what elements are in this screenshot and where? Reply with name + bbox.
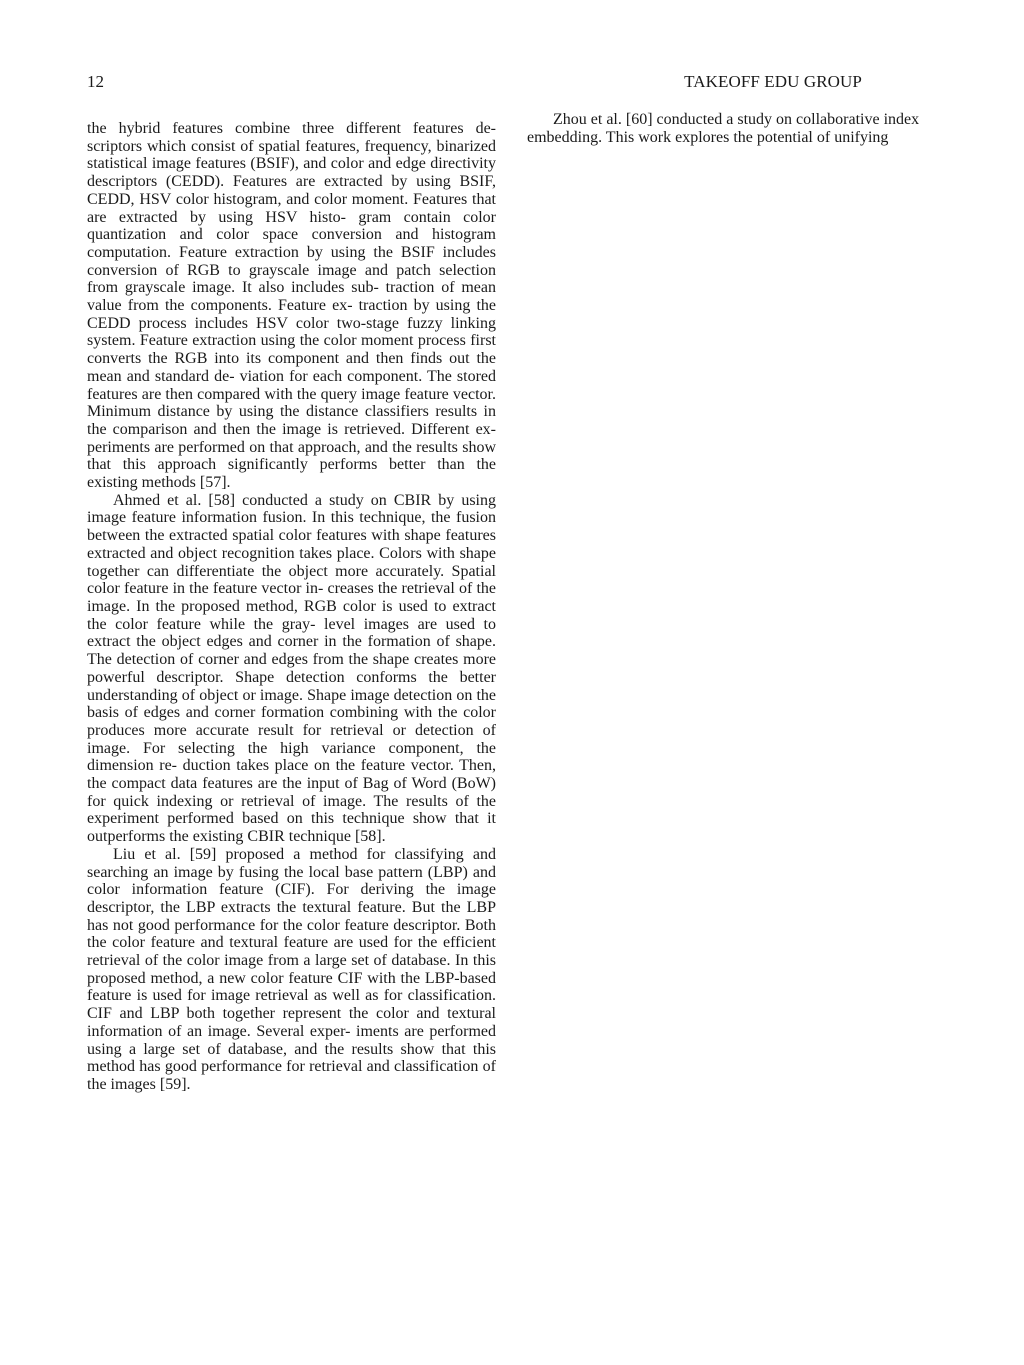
paragraph-zhou-et-al: Zhou et al. [60] conducted a study on collaborative index embedding. This work explores the potential of unifying [527,111,920,146]
paragraph-ahmed-et-al: Ahmed et al. [58] conducted a study on CBIR by using image feature information fusion. In this technique, the fusion between the extracted spatial color features with shape features extracted and object recognition takes place. Colors with shape together can differentiate the object more accurately. Spatial color feature in the feature vector in- creases the retrieval of the image. In the proposed method, RGB color is used to extract the color feature while the gray- level images are used to extract the object edges and corner in the formation of shape. The detection of corner and edges from the shape creates more powerful descriptor. Shape detection conforms the better understanding of object or image. Shape image detection on the basis of edges and corner formation combining with the color produces more accurate result for retrieval or detection of image. For selecting the high variance component, the dimension re- duction takes place on the feature vector. Then, the compact data features are the input of Bag of Word (BoW) for quick indexing or retrieval of image. The results of the experiment performed based on this technique show that it outperforms the existing CBIR technique [58]. [87,491,496,846]
right-column [527,111,947,146]
paragraph-liu-et-al: Liu et al. [59] proposed a method for classifying and searching an image by fusing the local base pattern (LBP) and color information feature (CIF). For deriving the image descriptor, the LBP extracts the textural feature. But the LBP has not good performance for the color feature descriptor. Both the color feature and textural feature are used for the efficient retrieval of the color image from a large set of database. In this proposed method, a new color feature CIF with the LBP-based feature is used for image retrieval as well as for classification. CIF and LBP both together represent the color and textural information of an image. Several exper- iments are performed using a large set of database, and the results show that this method has good performance for retrieval and classification of the images [59]. [87,845,496,1093]
paragraph-hybrid-features: the hybrid features combine three different features de- scriptors which consist of spatial features, frequency, binarized statistical image features (BSIF), and color and edge directivity descriptors (CEDD). Features are extracted by using BSIF, CEDD, HSV color histogram, and color moment. Features that are extracted by using HSV histo- gram contain color quantization and color space conversion and histogram computation. Feature extraction by using the BSIF includes conversion of RGB to grayscale image and patch selection from grayscale image. It also includes sub- traction of mean value from the components. Feature ex- traction by using the CEDD process includes HSV color two-stage fuzzy linking system. Feature extraction using the color moment process first converts the RGB into its component and then finds out the mean and standard de- viation for each component. The stored features are then compared with the query image feature vector. Minimum distance by using the distance classifiers results in the comparison and then the image is retrieved. Different ex- periments are performed on that approach, and the results show that this approach significantly performs better than the existing methods [57]. [87,120,496,492]
page-number: 12 [87,72,104,91]
running-head: TAKEOFF EDU GROUP [684,72,862,91]
left-column [87,120,496,1094]
